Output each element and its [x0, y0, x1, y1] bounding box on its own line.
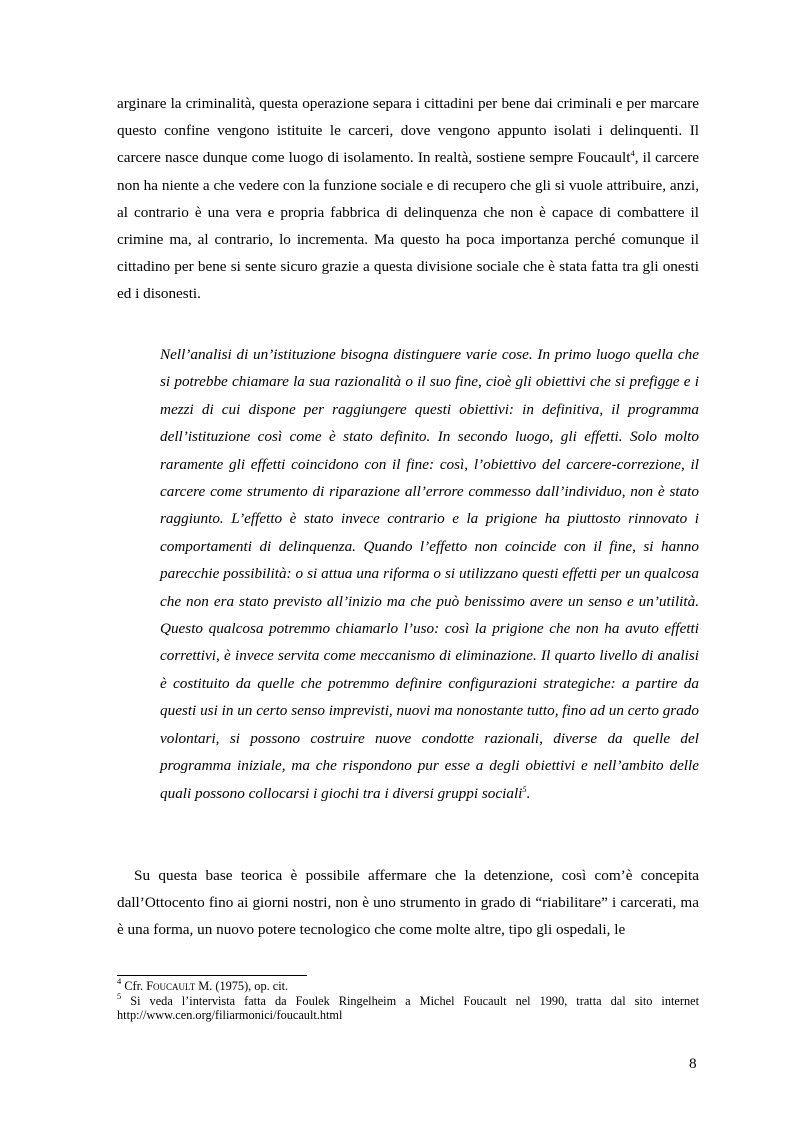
footnotes [117, 976, 699, 1023]
footnote-author: Foucault [146, 979, 196, 993]
footnote-text: M. (1975), op. cit. [195, 979, 289, 993]
footnote-5 [117, 990, 699, 1023]
paragraph-text: arginare la criminalità, questa operazione separa i cittadini per bene dai criminali e per marcare questo confine vengono istituite le carceri, dove vengono appunto isolati i delinquenti. Il carcere nasce dunque come luogo di isolamento. In realtà, sostiene sempre Foucault [117, 95, 699, 167]
footnote-reference[interactable]: 4 [630, 148, 635, 159]
body-paragraph [117, 90, 699, 308]
body-paragraph: Su questa base teorica è possibile affermare che la detenzione, così com’è concepita dall’Ottocento fino ai giorni nostri, non è uno strumento in grado di “riabilitare” i carcerati, ma è una forma, un nuovo potere tecnologico che come molte altre, tipo gli ospedali, le [117, 867, 699, 939]
quote-end-punctuation: . [526, 784, 531, 802]
footnote-reference[interactable]: 5 [522, 783, 527, 794]
page-number: 8 [689, 1055, 697, 1072]
footnote-number: 4 [117, 976, 122, 986]
paragraph-text: , il carcere non ha niente a che vedere con la funzione sociale e di recupero che gli si vuole attribuire, anzi, al contrario è una vera e propria fabbrica di delinquenza che non è capace di combattere il crimine ma, al contrario, lo incrementa. Ma questo ha poca importanza perché comunque il cittadino per bene si sente sicuro grazie a questa divisione sociale che è stata fatta tra gli onesti ed i disonesti. [117, 149, 699, 303]
quote-text: Nell’analisi di un’istituzione bisogna distinguere varie cose. In primo luogo quella che si potrebbe chiamare la sua razionalità o il suo fine, cioè gli obiettivi che si prefigge e i mezzi di cui dispone per raggiungere questi obiettivi: in definitiva, il programma dell’istituzione così come è stato definito. In secondo luogo, gli effetti. Solo molto raramente gli effetti coincidono con il fine: così, l’obiettivo del carcere-correzione, il carcere come strumento di riparazione all’errore commesso dall’individuo, non è stato raggiunto. L’effetto è stato invece contrario e la prigione ha piuttosto rinnovato i comportamenti di delinquenza. Quando l’effetto non coincide con il fine, si hanno parecchie possibilità: o si attua una riforma o si utilizzano questi effetti per un qualcosa che non era stato previsto all’inizio ma che può benissimo avere un senso e un’utilità. Questo qualcosa potremmo chiamarlo l’uso: così la prigione che non ha avuto effetti correttivi, è invece servita come meccanismo di eliminazione. Il quarto livello di analisi è costituito da quelle che potremmo definire configurazioni strategiche: a partire da questi usi in un certo senso imprevisti, nuovi ma nonostante tutto, fino ad un certo grado volontari, si possono costruire nuove condotte razionali, diverse da quelle del programma iniziale, ma che rispondono pur esse a degli obiettivi e nell’ambito delle quali possono collocarsi i giochi tra i diversi gruppi sociali [160, 346, 699, 802]
footnote-4 [117, 976, 699, 994]
block-quote [160, 341, 699, 807]
footnote-prefix: Cfr. [124, 979, 147, 993]
footnote-number: 5 [117, 990, 122, 1001]
footnote-separator [117, 975, 307, 976]
footnote-text: Si veda l’intervista fatta da Foulek Ringelheim a Michel Foucault nel 1990, tratta dal sito internet http://www.cen.org/filiarmonici/foucault.html [117, 993, 699, 1023]
